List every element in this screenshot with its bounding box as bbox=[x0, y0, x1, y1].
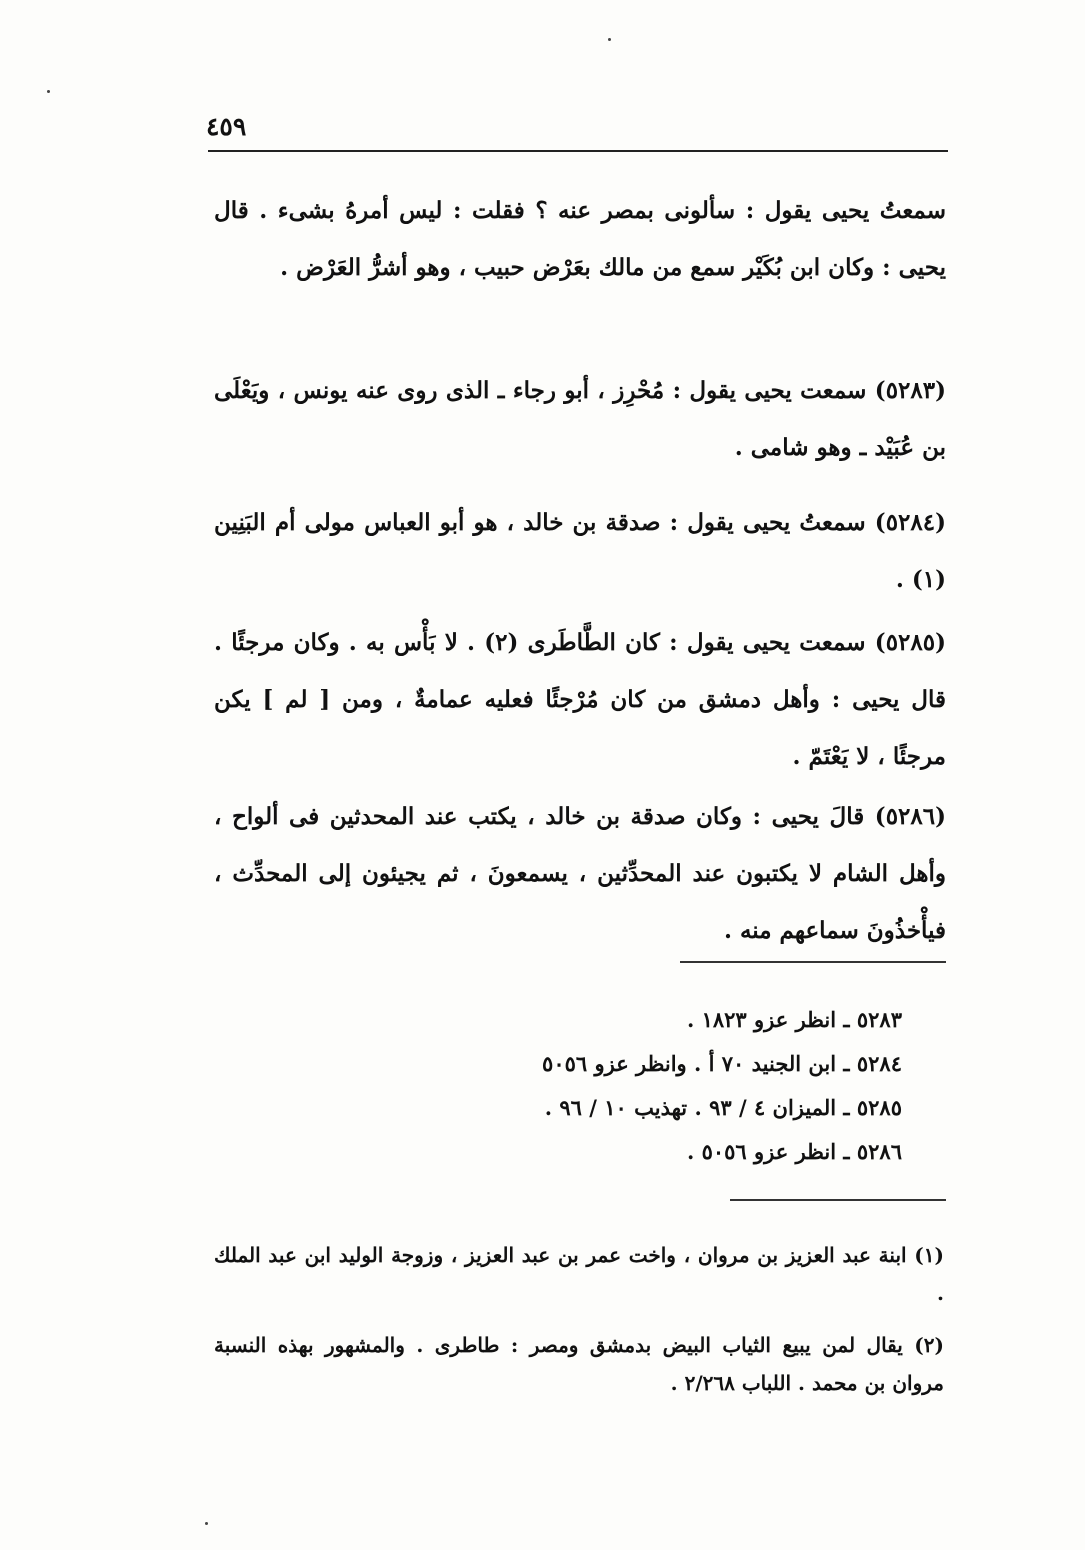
reference-item: ٥٢٨٥ ـ الميزان ٤ / ٩٣ . تهذيب ١٠ / ٩٦ . bbox=[544, 1095, 902, 1120]
references-list bbox=[480, 998, 902, 1174]
entry-number: (٥٢٨٦) bbox=[874, 803, 946, 830]
reference-item: ٥٢٨٣ ـ انظر عزو ١٨٢٣ . bbox=[686, 1007, 902, 1032]
paragraph-5285 bbox=[214, 614, 946, 785]
reference-item: ٥٢٨٤ ـ ابن الجنيد ٧٠ أ . وانظر عزو ٥٠٥٦ bbox=[542, 1051, 902, 1076]
entry-number: (٥٢٨٥) bbox=[874, 629, 946, 656]
paragraph-text: سمعتُ يحيى يقول : سألونى بمصر عنه ؟ فقلت : ليس أمرهُ بشىء . قال يحيى : وكان ابن بُكَيْر سمع من مالك بعَرْض حبيب ، وهو أشرُّ العَرْض . bbox=[214, 197, 946, 281]
paragraph-text: سمعت يحيى يقول : مُحْرِز ، أبو رجاء ـ الذى روى عنه يونس ، ويَعْلَى بن عُبَيْد ـ وهو شامى . bbox=[214, 377, 946, 461]
scan-speck bbox=[47, 90, 50, 93]
reference-item: ٥٢٨٦ ـ انظر عزو ٥٠٥٦ . bbox=[686, 1139, 902, 1164]
entry-number: (٥٢٨٤) bbox=[874, 509, 946, 536]
paragraph-5284 bbox=[214, 494, 946, 608]
paragraph-text: قالَ يحيى : وكان صدقة بن خالد ، يكتب عند المحدثين فى ألواح ، وأهل الشام لا يكتبون عند المحدِّثين ، يسمعونَ ، ثم يجيئون إلى المحدِّث ، فيأْخذُونَ سماعهم منه . bbox=[214, 803, 946, 944]
paragraph-5283 bbox=[214, 362, 946, 476]
paragraph-text: سمعت يحيى يقول : كان الطَّاطَرى (٢) . لا بَأْس به . وكان مرجئًا . قال يحيى : وأهل دمشق من كان مُرْجئًا فعليه عمامةٌ ، ومن [ لم ] يكن مرجئًا ، لا يَعْتَمّ . bbox=[214, 629, 946, 770]
paragraph-intro bbox=[214, 182, 946, 296]
footnote-1: (١) ابنة عبد العزيز بن مروان ، واخت عمر بن عبد العزيز ، وزوجة الوليد ابن عبد الملك . bbox=[214, 1243, 944, 1305]
scan-speck bbox=[608, 38, 611, 41]
paragraph-5286 bbox=[214, 788, 946, 959]
scan-speck bbox=[205, 1522, 208, 1525]
entry-number: (٥٢٨٣) bbox=[874, 377, 946, 404]
footnote-2: (٢) يقال لمن يبيع الثياب البيض بدمشق ومصر : طاطرى . والمشهور بهذه النسبة مروان بن محمد . اللباب ٢/٢٦٨ . bbox=[214, 1333, 944, 1395]
header-rule bbox=[208, 150, 948, 152]
paragraph-text: سمعتُ يحيى يقول : صدقة بن خالد ، هو أبو العباس مولى أم البَنِين (١) . bbox=[214, 509, 946, 593]
page-number: ٤٥٩ bbox=[206, 112, 247, 141]
footnote-rule bbox=[730, 1199, 946, 1201]
separator-rule bbox=[680, 961, 946, 963]
